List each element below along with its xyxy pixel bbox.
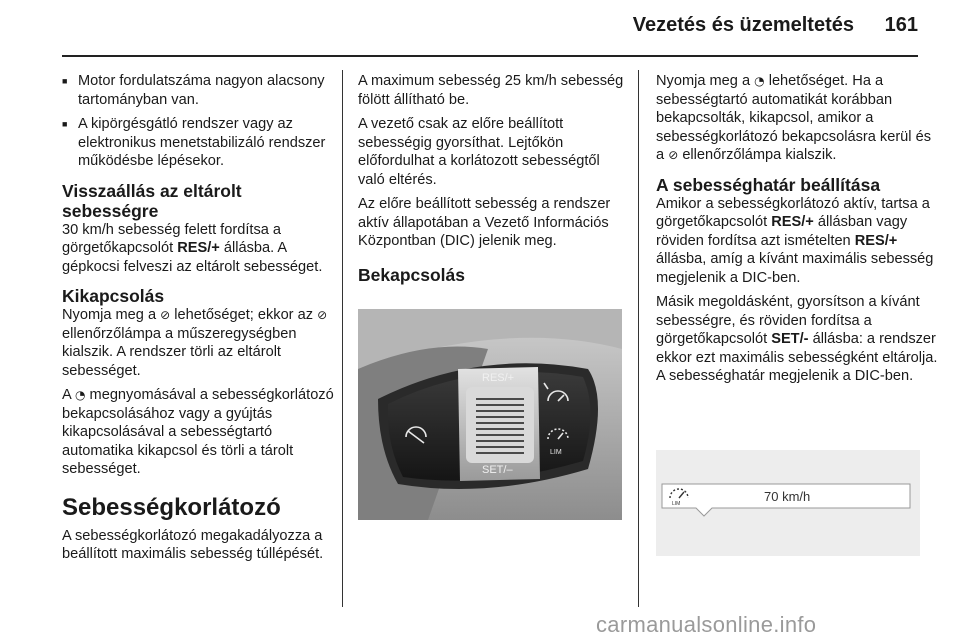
column-divider xyxy=(638,70,639,607)
paragraph-off-2: A ◔ megnyomásával a sebességkorlátozó bekapcsolásához vagy a gyújtás kikapcsolásával a sebességtartó automatika kikapcsol és törli a tárolt sebességet. xyxy=(62,387,334,477)
heading-restore: Visszaállás az eltárolt sebességre xyxy=(62,180,242,221)
paragraph-limiter: A sebességkorlátozó megakadályozza a beállított maximális sebesség túllépését. xyxy=(62,527,324,562)
header-title: Vezetés és üzemeltetés xyxy=(632,14,854,36)
dic-display-figure xyxy=(656,450,920,556)
speed-limiter-icon: ◔ xyxy=(754,74,765,88)
paragraph: Az előre beállított sebesség a rendszer aktív állapotában a Vezető Információs Központban (DIC) jelenik meg. xyxy=(358,196,611,249)
paragraph-restore: 30 km/h sebesség felett fordítsa a görgetőkapcsolót RES/+ állásba. A gépkocsi felveszi az eltárolt sebességet. xyxy=(62,221,323,275)
list-item: ■ A kipörgésgátló rendszer vagy az elektronikus menetstabilizáló rendszer működésbe lépésekor. xyxy=(62,115,334,171)
speed-limiter-icon: ◔ xyxy=(75,388,86,402)
dic-speed: 70 km/h xyxy=(764,489,811,504)
header-rule xyxy=(62,55,918,57)
res-label: RES/+ xyxy=(482,372,515,384)
column-left xyxy=(62,72,334,570)
set-label: SET/– xyxy=(482,464,513,476)
cruise-control-icon: ⊘ xyxy=(668,148,679,162)
paragraph: Másik megoldásként, gyorsítson a kívánt sebességre, és röviden fordítsa a görgetőkapcsolót SET/- állásba: a rendszer ekkor ezt maximális sebességként eltárolja. A sebességhatár megjelenik a DIC-ben. xyxy=(656,294,938,384)
cruise-control-icon: ⊘ xyxy=(160,308,171,322)
paragraph-off: Nyomja meg a ⊘ lehetőséget; ekkor az ⊘ ellenőrzőlámpa a műszeregységben kialszik. A rendszer törli az eltárolt sebességet. xyxy=(62,307,328,379)
cruise-control-icon: ⊘ xyxy=(317,308,328,322)
heading-off: Kikapcsolás xyxy=(62,286,165,306)
paragraph: A vezető csak az előre beállított sebességig gyorsíthat. Lejtőkön előfordulhat a korlátozott sebességtől való eltérés. xyxy=(358,116,600,188)
paragraph: Amikor a sebességkorlátozó aktív, tartsa a görgetőkapcsolót RES/+ állásban vagy röviden fordítsa azt ismételten RES/+ állásba, amíg a kívánt maximális sebesség megjelenik a DIC-ben. xyxy=(656,195,934,286)
column-right xyxy=(656,72,938,392)
steering-wheel-controls-photo xyxy=(358,309,622,520)
column-divider xyxy=(342,70,343,607)
heading-set-limit: A sebességhatár beállítása xyxy=(656,174,881,195)
column-middle xyxy=(358,72,628,285)
list-item: ■ Motor fordulatszáma nagyon alacsony tartományban van. xyxy=(62,72,334,109)
heading-on: Bekapcsolás xyxy=(358,264,466,285)
page-number: 161 xyxy=(884,14,918,36)
paragraph: Nyomja meg a ◔ lehetőséget. Ha a sebességtartó automatikát korábban bekapcsolták, kikapcsol, amikor a sebességkorlátozó bekapcsolásra kerül és a ⊘ ellenőrzőlámpa kialszik. xyxy=(656,73,932,163)
heading-limiter: Sebességkorlátozó xyxy=(62,493,281,521)
paragraph: A maximum sebesség 25 km/h sebesség fölött állítható be. xyxy=(358,73,624,108)
dic-lim-label: LIM xyxy=(672,501,681,507)
lim-label: LIM xyxy=(550,449,562,456)
watermark: carmanualsonline.info xyxy=(596,612,817,637)
